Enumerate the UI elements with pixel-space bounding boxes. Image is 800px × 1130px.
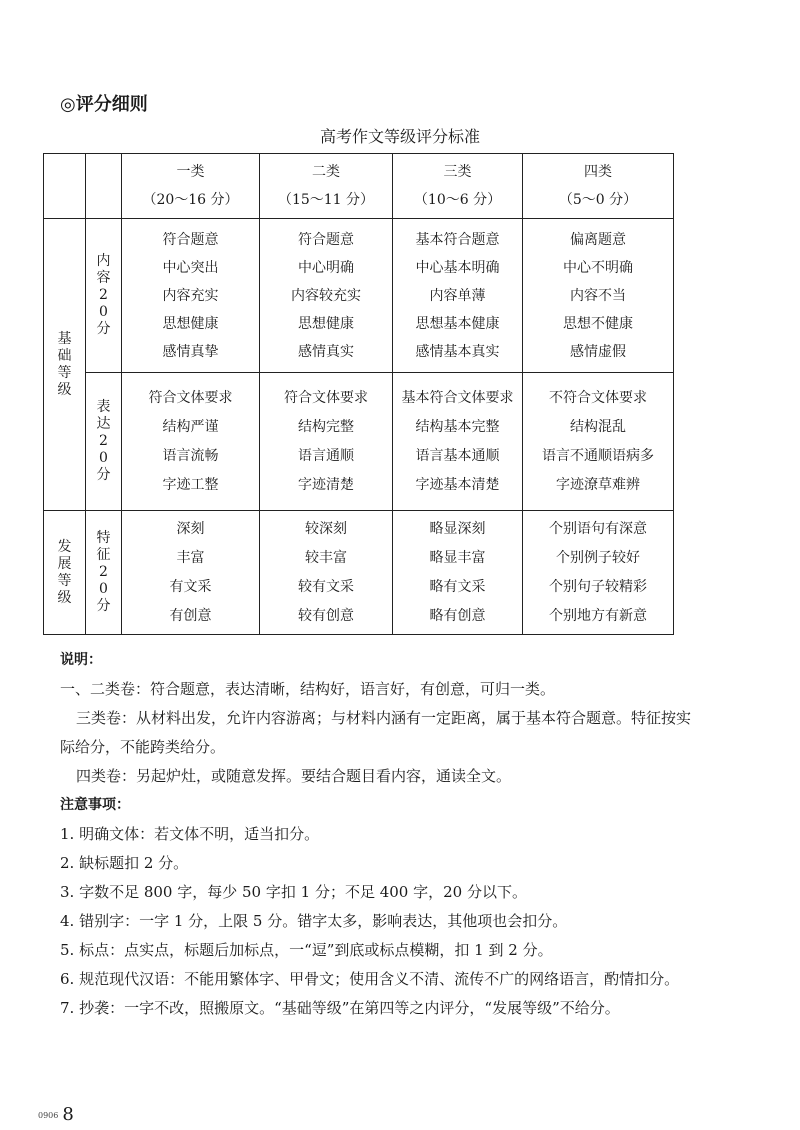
header-row: [44, 154, 674, 219]
table-cell: 不符合文体要求 结构混乱 语言不通顺语病多 字迹潦草难辨: [523, 373, 674, 511]
explain-item: 三类卷：从材料出发，允许内容游离；与材料内涵有一定距离，属于基本符合题意。特征按实际给分，不能跨类给分。: [60, 709, 692, 756]
table-cell: 基本符合文体要求 结构基本完整 语言基本通顺 字迹基本清楚: [393, 373, 523, 511]
explain-item: 一、二类卷：符合题意，表达清晰，结构好，语言好，有创意，可归一类。: [60, 680, 556, 698]
footer-code: 0906: [38, 1110, 59, 1120]
section-heading: ◎评分细则: [60, 94, 148, 115]
table-row-content: [44, 219, 674, 373]
column-header: 四类 （5～0 分）: [523, 154, 674, 219]
corner-cell: [86, 154, 122, 219]
attention-item: 4. 错别字：一字 1 分，上限 5 分。错字太多，影响表达，其他项也会扣分。: [60, 912, 568, 930]
table-cell: 符合文体要求 结构严谨 语言流畅 字迹工整: [122, 373, 260, 511]
column-header: 三类 （10～6 分）: [393, 154, 523, 219]
attention-item: 7. 抄袭：一字不改，照搬原文。“基础等级”在第四等之内评分，“发展等级”不给分。: [60, 999, 620, 1017]
page-number: 8: [62, 1104, 74, 1125]
attention-item: 5. 标点：点实点，标题后加标点，一“逗”到底或标点模糊，扣 1 到 2 分。: [60, 941, 553, 959]
table-cell: 符合题意 中心明确 内容较充实 思想健康 感情真实: [260, 219, 393, 373]
group-label-basic: 基础等级: [44, 219, 86, 511]
row-label-content: 内容20分: [86, 219, 122, 373]
attention-label: 注意事项：: [60, 797, 130, 813]
explain-item: 四类卷：另起炉灶，或随意发挥。要结合题目看内容，通读全文。: [76, 767, 512, 785]
notes-section: [60, 646, 700, 1023]
table-cell: 基本符合题意 中心基本明确 内容单薄 思想基本健康 感情基本真实: [393, 219, 523, 373]
corner-cell: [44, 154, 86, 219]
column-header: 一类 （20～16 分）: [122, 154, 260, 219]
page-footer: [38, 1104, 74, 1125]
attention-item: 3. 字数不足 800 字，每少 50 字扣 1 分；不足 400 字，20 分以下。: [60, 883, 527, 901]
grading-table: [43, 153, 674, 635]
table-cell: 略显深刻 略显丰富 略有文采 略有创意: [393, 511, 523, 635]
attention-item: 2. 缺标题扣 2 分。: [60, 854, 189, 872]
table-title: 高考作文等级评分标准: [319, 127, 480, 146]
table-cell: 深刻 丰富 有文采 有创意: [122, 511, 260, 635]
table-cell: 符合文体要求 结构完整 语言通顺 字迹清楚: [260, 373, 393, 511]
attention-item: 1. 明确文体：若文体不明，适当扣分。: [60, 825, 320, 843]
table-cell: 较深刻 较丰富 较有文采 较有创意: [260, 511, 393, 635]
table-cell: 个别语句有深意 个别例子较好 个别句子较精彩 个别地方有新意: [523, 511, 674, 635]
group-label-develop: 发展等级: [44, 511, 86, 635]
row-label-expression: 表达20分: [86, 373, 122, 511]
column-header: 二类 （15～11 分）: [260, 154, 393, 219]
table-row-feature: [44, 511, 674, 635]
row-label-feature: 特征20分: [86, 511, 122, 635]
table-row-expression: [44, 373, 674, 511]
table-cell: 符合题意 中心突出 内容充实 思想健康 感情真挚: [122, 219, 260, 373]
attention-item: 6. 规范现代汉语：不能用繁体字、甲骨文；使用含义不清、流传不广的网络语言，酌情扣分。: [60, 970, 680, 988]
table-cell: 偏离题意 中心不明确 内容不当 思想不健康 感情虚假: [523, 219, 674, 373]
explain-label: 说明：: [60, 652, 102, 668]
